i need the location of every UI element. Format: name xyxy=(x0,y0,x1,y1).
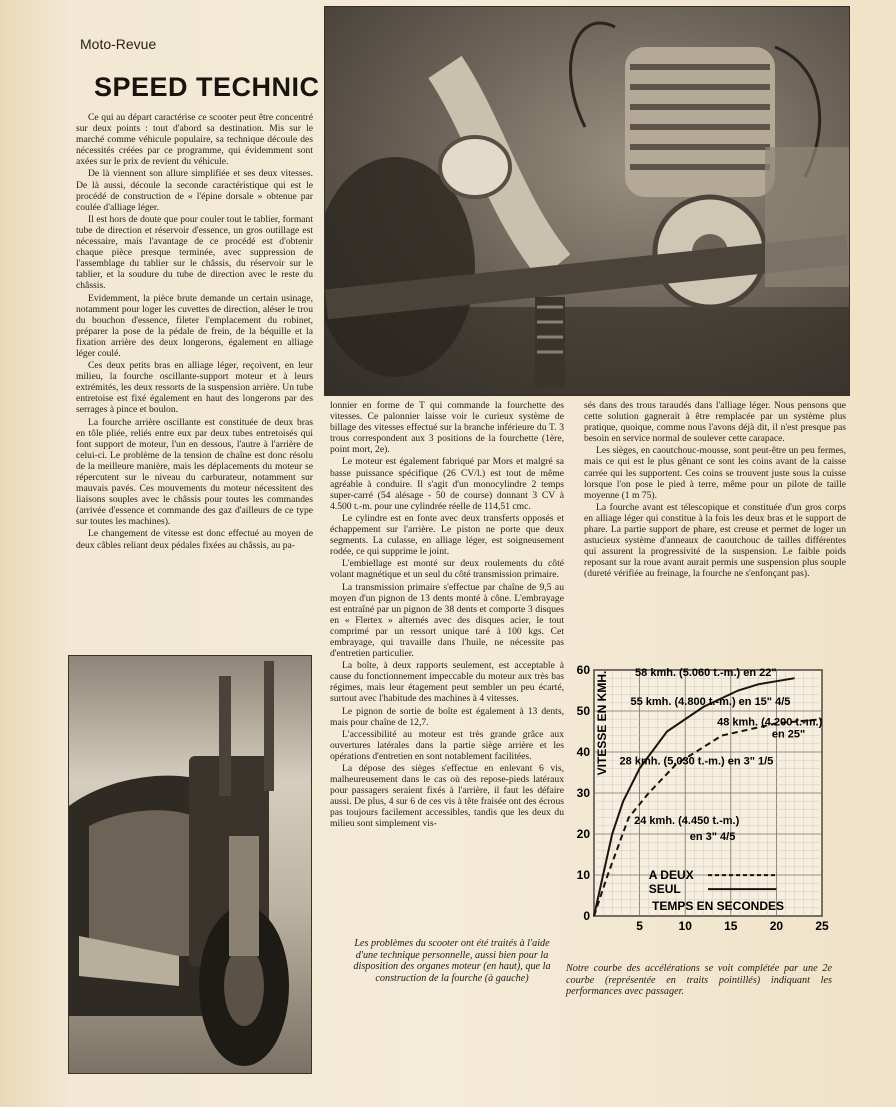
y-tick-label: 20 xyxy=(576,827,590,841)
paragraph: Le changement de vitesse est donc effectué au moyen de deux câbles reliant deux pédales fixées au châssis, au pa- xyxy=(76,528,313,551)
paragraph: La transmission primaire s'effectue par chaîne de 9,5 au moyen d'un pignon de 13 dents monté à cône. L'embrayage est entraîné par un pignon de 38 dents et comporte 3 disques en « Flertex » alternés avec des disques acier, le tout comprimé par un ressort unique taré à 100 kgs. Cet embrayage, qui travaille dans l'huile, ne nécessite pas d'entretien particulier. xyxy=(330,581,564,660)
front-fork-photo xyxy=(68,655,312,1074)
data-annotation: 48 kmh. (4.200 t.-m.) xyxy=(717,716,823,729)
paragraph: sés dans des trous taraudés dans l'alliage léger. Nous pensons que cette solution gagnerait à être remplacée par un système plus pratique, quoique, comme nous l'avons déjà dit, il n'est presque pas besoin en service normal de soulever cette carapace. xyxy=(584,400,846,445)
paragraph: La fourche avant est télescopique et constituée d'un gros corps en alliage léger qui constitue à la fois les deux bras et le support de phare. La partie support de phare, est creuse et permet de loger un astucieux système d'anneaux de caoutchouc de tailles différentes qui assurent la progressivité de la suspension. Le faible poids reposant sur la roue avant aurait permis une suspension plus souple (dureté vérifiée au freinage, la fourche ne s'enfonçant pas). xyxy=(584,501,846,580)
paragraph: De là viennent son allure simplifiée et ses deux vitesses. De là aussi, découle la seconde caractéristique qui est le procédé de construction de « l'épine dorsale » obtenue par coulée d'alliage léger. xyxy=(76,168,313,213)
paragraph: Evidemment, la pièce brute demande un certain usinage, notamment pour loger les cuvettes de direction, aléser le trou du bouchon d'essence, fileter l'emplacement du robinet, préparer la pose de la pédale de frein, de la béquille et la fixation arrière des deux longerons, également en alliage léger coulé. xyxy=(76,292,313,359)
paragraph: lonnier en forme de T qui commande la fourchette des vitesses. Ce palonnier laisse voir le curieux système de billage des vitesses effectué sur la branche inférieure du T. 3 trous correspondent aux 3 positions de la fourchette (1ère, point mort, 2e). xyxy=(330,400,564,456)
acceleration-chart xyxy=(566,662,832,944)
legend-label: A DEUX xyxy=(648,868,694,883)
x-tick-label: 10 xyxy=(678,919,692,933)
paragraph: L'accessibilité au moteur est très grande grâce aux ouvertures latérales dans la partie siège arrière et les opérations d'entretien en sont notablement facilitées. xyxy=(330,728,564,762)
photos-caption: Les problèmes du scooter ont été traités à l'aide d'une technique personnelle, aussi bien pour la disposition des organes moteur (en haut), que la construction de la fourche (à gauche) xyxy=(353,938,551,984)
paragraph: Les sièges, en caoutchouc-mousse, sont peut-être un peu fermes, mais ce qui est le plus gênant ce sont les coins avant de la caisse carrée qui les supportent. Ces coins se trouvent juste sous la cuisse lorsque l'on pose le pied à terre, même pour un pilote de taille moyenne (1 m 75). xyxy=(584,445,846,501)
paragraph: Ce qui au départ caractérise ce scooter peut être concentré sur deux points : tout d'abord sa destination. Mis sur le marché comme véhicule populaire, sa technique découle des nécessités créées par ce programme, qui évidemment sont axées sur le prix de revient du véhicule. xyxy=(76,112,313,168)
paragraph: L'embiellage est monté sur deux roulements du côté volant magnétique et un seul du côté transmission primaire. xyxy=(330,558,564,581)
y-tick-label: 50 xyxy=(576,704,590,718)
x-tick-label: 20 xyxy=(769,919,784,933)
paragraph: Le pignon de sortie de boîte est également à 13 dents, mais pour chaîne de 12,7. xyxy=(330,705,564,728)
y-tick-label: 0 xyxy=(583,909,590,923)
paragraph: Ces deux petits bras en alliage léger, reçoivent, en leur milieu, la fourche oscillante-support moteur et à leurs extrémités, les deux ressorts de la suspension arrière. Un tube entretoise est fixé également en haut des longerons par des serrages à pince et boulon. xyxy=(76,360,313,416)
fork-illustration xyxy=(69,656,311,1073)
data-annotation: en 3" 4/5 xyxy=(689,831,736,844)
y-tick-label: 10 xyxy=(576,868,590,882)
x-tick-label: 25 xyxy=(815,919,829,933)
article-column-3 xyxy=(584,400,846,655)
section-header: Moto-Revue xyxy=(80,36,157,52)
article-title: SPEED TECHNIC xyxy=(94,72,320,102)
data-annotation: 24 kmh. (4.450 t.-m.) xyxy=(634,814,740,827)
engine-illustration xyxy=(325,7,849,395)
data-annotation: en 25" xyxy=(771,728,806,741)
article-column-2 xyxy=(330,400,564,920)
x-axis-label: TEMPS EN SECONDES xyxy=(651,899,785,913)
x-tick-label: 15 xyxy=(724,919,738,933)
data-annotation: 58 kmh. (5.060 t.-m.) en 22" xyxy=(635,667,777,680)
paragraph: La boîte, à deux rapports seulement, est acceptable à cause du fonctionnement impeccable du moteur aux très bas régimes, mais leur étagement peut sembler un peu écarté, surtout avec l'habitude des machines à 4 vitesses. xyxy=(330,660,564,705)
paragraph: La dépose des sièges s'effectue en enlevant 6 vis, malheureusement dans le cas où des repose-pieds latéraux pour passagers seraient fixés à l'arrière, il faut les défaire aussi. De plus, 4 sur 6 de ces vis à tête fraisée ont des écrous pas toujours facilement accessibles, tandis que les deux du milieu sont simplement vis- xyxy=(330,763,564,830)
paragraph: Le moteur est également fabriqué par Mors et malgré sa basse puissance spécifique (26 CV/l.) est tout de même agréable à conduire. Il s'agit d'un monocylindre 2 temps super-carré (54 alésage - 50 de course) donnant 3 CV à 4.500 t.-m. pour une cylindrée réelle de 114,51 cmc. xyxy=(330,456,564,512)
y-tick-label: 60 xyxy=(576,663,590,677)
paragraph: Le cylindre est en fonte avec deux transferts opposés et échappement sur l'arrière. Le piston ne porte que deux segments. La culasse, en alliage léger, est soigneusement rodée, ce qui supprime le joint. xyxy=(330,512,564,558)
data-annotation: 55 kmh. (4.800 t.-m.) en 15" 4/5 xyxy=(630,695,791,708)
x-tick-label: 5 xyxy=(636,919,643,933)
y-tick-label: 30 xyxy=(576,786,590,800)
legend-label: SEUL xyxy=(648,882,681,897)
article-column-1 xyxy=(76,112,313,652)
data-annotation: 28 kmh. (5.030 t.-m.) en 3" 1/5 xyxy=(619,755,774,768)
chart-caption: Notre courbe des accélérations se voit complétée par une 2e courbe (représentée en traits pointillés) indiquant les performances avec passager. xyxy=(566,963,832,998)
engine-photo xyxy=(324,6,850,396)
y-axis-label: VITESSE EN KMH. xyxy=(595,670,609,776)
paragraph: La fourche arrière oscillante est constituée de deux bras en tôle pliée, reliés entre eux par deux tubes entretoisés qui font support de moteur, l'un en dessous, l'autre à l'arrière de celui-ci. Le problème de la tension de chaîne est donc résolu de la meilleure manière, mais les déplacements du moteur se répercutent sur le niveau du carburateur, notamment sur mauvais pavés. Ces mouvements du moteur nécessitent des liaisons souples avec le châssis pour toutes les commandes (arrivée d'essence et commande des gaz d'ailleurs de ce type sur toutes les machines). xyxy=(76,416,313,528)
paragraph: Il est hors de doute que pour couler tout le tablier, formant tube de direction et réservoir d'essence, un gros outillage est nécessaire, mais l'avantage de ce procédé est d'obtenir chaque pièce presque terminée, avec suppression de l'assemblage du tablier sur le châssis, du réservoir sur le tablier, et la soudure du tube de direction avec le reste du châssis. xyxy=(76,213,313,292)
y-tick-label: 40 xyxy=(576,745,590,759)
